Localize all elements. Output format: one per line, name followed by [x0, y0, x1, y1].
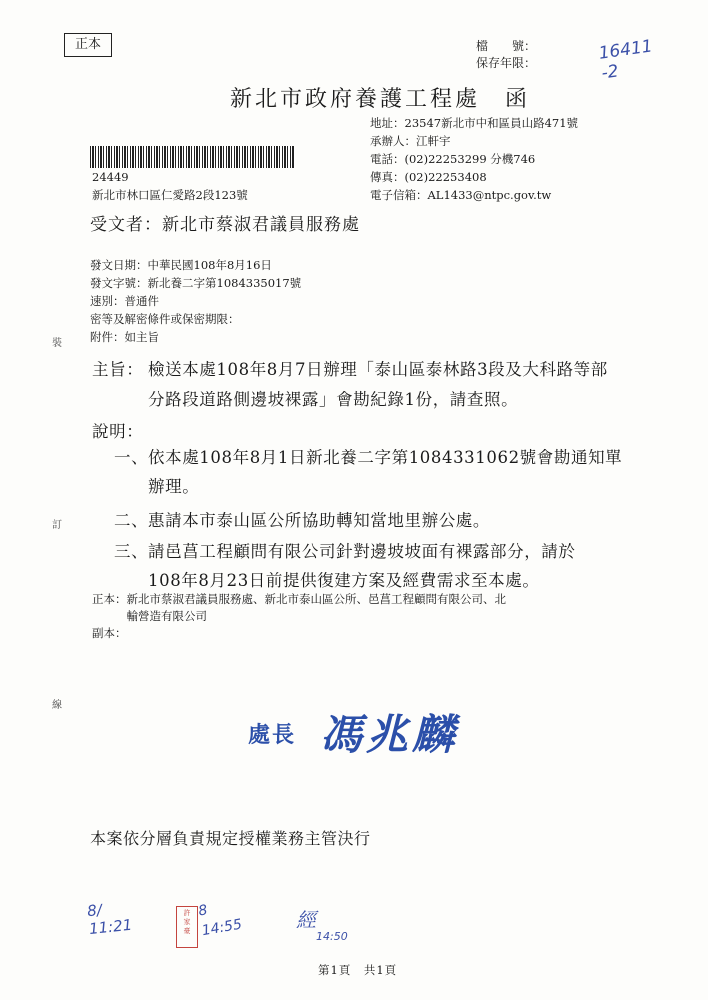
handwritten-receipt-date: 8/ 11:21	[86, 900, 133, 939]
explanation-item-text-cont: 辦理。	[148, 477, 200, 496]
barcode	[90, 146, 295, 168]
issue-date: 發文日期：中華民國108年8月16日	[90, 258, 272, 272]
handwritten-time-note: 8 14:55	[197, 902, 244, 940]
director-title: 處長	[248, 722, 297, 748]
original-copy-label: 正本	[64, 33, 112, 57]
handwritten-initials: 經	[296, 908, 316, 932]
explanation-item-text: 惠請本市泰山區公所協助轉知當地里辦公處。	[148, 511, 490, 530]
director-signature-seal	[248, 710, 459, 759]
page-number: 第1頁 共1頁	[318, 963, 398, 977]
explanation-item-text-cont: 108年8月23日前提供復建方案及經費需求至本處。	[148, 571, 540, 590]
handwritten-file-code: 16411 -2	[597, 36, 654, 84]
contact-address: 地址：23547新北市中和區員山路471號	[370, 116, 579, 130]
binding-mark-middle: 訂	[52, 520, 62, 531]
director-name: 馮兆麟	[320, 710, 459, 759]
contact-phone: 電話：(02)22253299 分機746	[370, 152, 536, 166]
recipient: 受文者：新北市蔡淑君議員服務處	[90, 215, 360, 235]
explanation-label: 說明：	[92, 422, 144, 441]
recipient-address: 新北市林口區仁愛路2段123號	[92, 188, 248, 202]
binding-mark-bottom: 線	[52, 700, 62, 711]
contact-handler: 承辦人：江軒宇	[370, 134, 451, 148]
postal-code: 24449	[92, 170, 129, 184]
explanation-item-number: 一、	[114, 448, 149, 467]
explanation-item-text: 依本處108年8月1日新北養二字第1084331062號會勘通知單	[148, 448, 623, 467]
original-recipients-cont: 輸營造有限公司	[92, 609, 207, 623]
subject-line-1: 檢送本處108年8月7日辦理「泰山區泰林路3段及大科路等部	[148, 360, 608, 379]
security-level: 密等及解密條件或保密期限：	[90, 312, 240, 326]
explanation-item-number: 二、	[114, 511, 149, 530]
contact-fax: 傳真：(02)22253408	[370, 170, 487, 184]
original-recipients: 正本：新北市蔡淑君議員服務處、新北市泰山區公所、邑菖工程顧問有限公司、北	[92, 592, 506, 606]
attachment: 附件：如主旨	[90, 330, 159, 344]
personal-name-stamp: 許 家 豪	[176, 906, 198, 948]
retention-period-label: 保存年限：	[476, 56, 537, 70]
document-title: 新北市政府養護工程處 函	[230, 87, 531, 112]
handwritten-time: 14:50	[316, 930, 348, 943]
contact-email: 電子信箱：AL1433@ntpc.gov.tw	[370, 188, 552, 202]
explanation-item-text: 請邑菖工程顧問有限公司針對邊坡坡面有裸露部分，請於	[148, 542, 576, 561]
authorization-note: 本案依分層負責規定授權業務主管決行	[90, 829, 371, 848]
archive-number-label: 檔 號：	[476, 39, 537, 53]
subject-label: 主旨：	[92, 360, 144, 379]
delivery-speed: 速別：普通件	[90, 294, 159, 308]
subject-line-2: 分路段道路側邊坡裸露」會勘紀錄1份，請查照。	[148, 390, 519, 409]
document-number: 發文字號：新北養二字第1084335017號	[90, 276, 302, 290]
explanation-item-number: 三、	[114, 542, 149, 561]
copy-recipients: 副本：	[92, 626, 127, 640]
binding-mark-top: 裝	[52, 338, 62, 349]
